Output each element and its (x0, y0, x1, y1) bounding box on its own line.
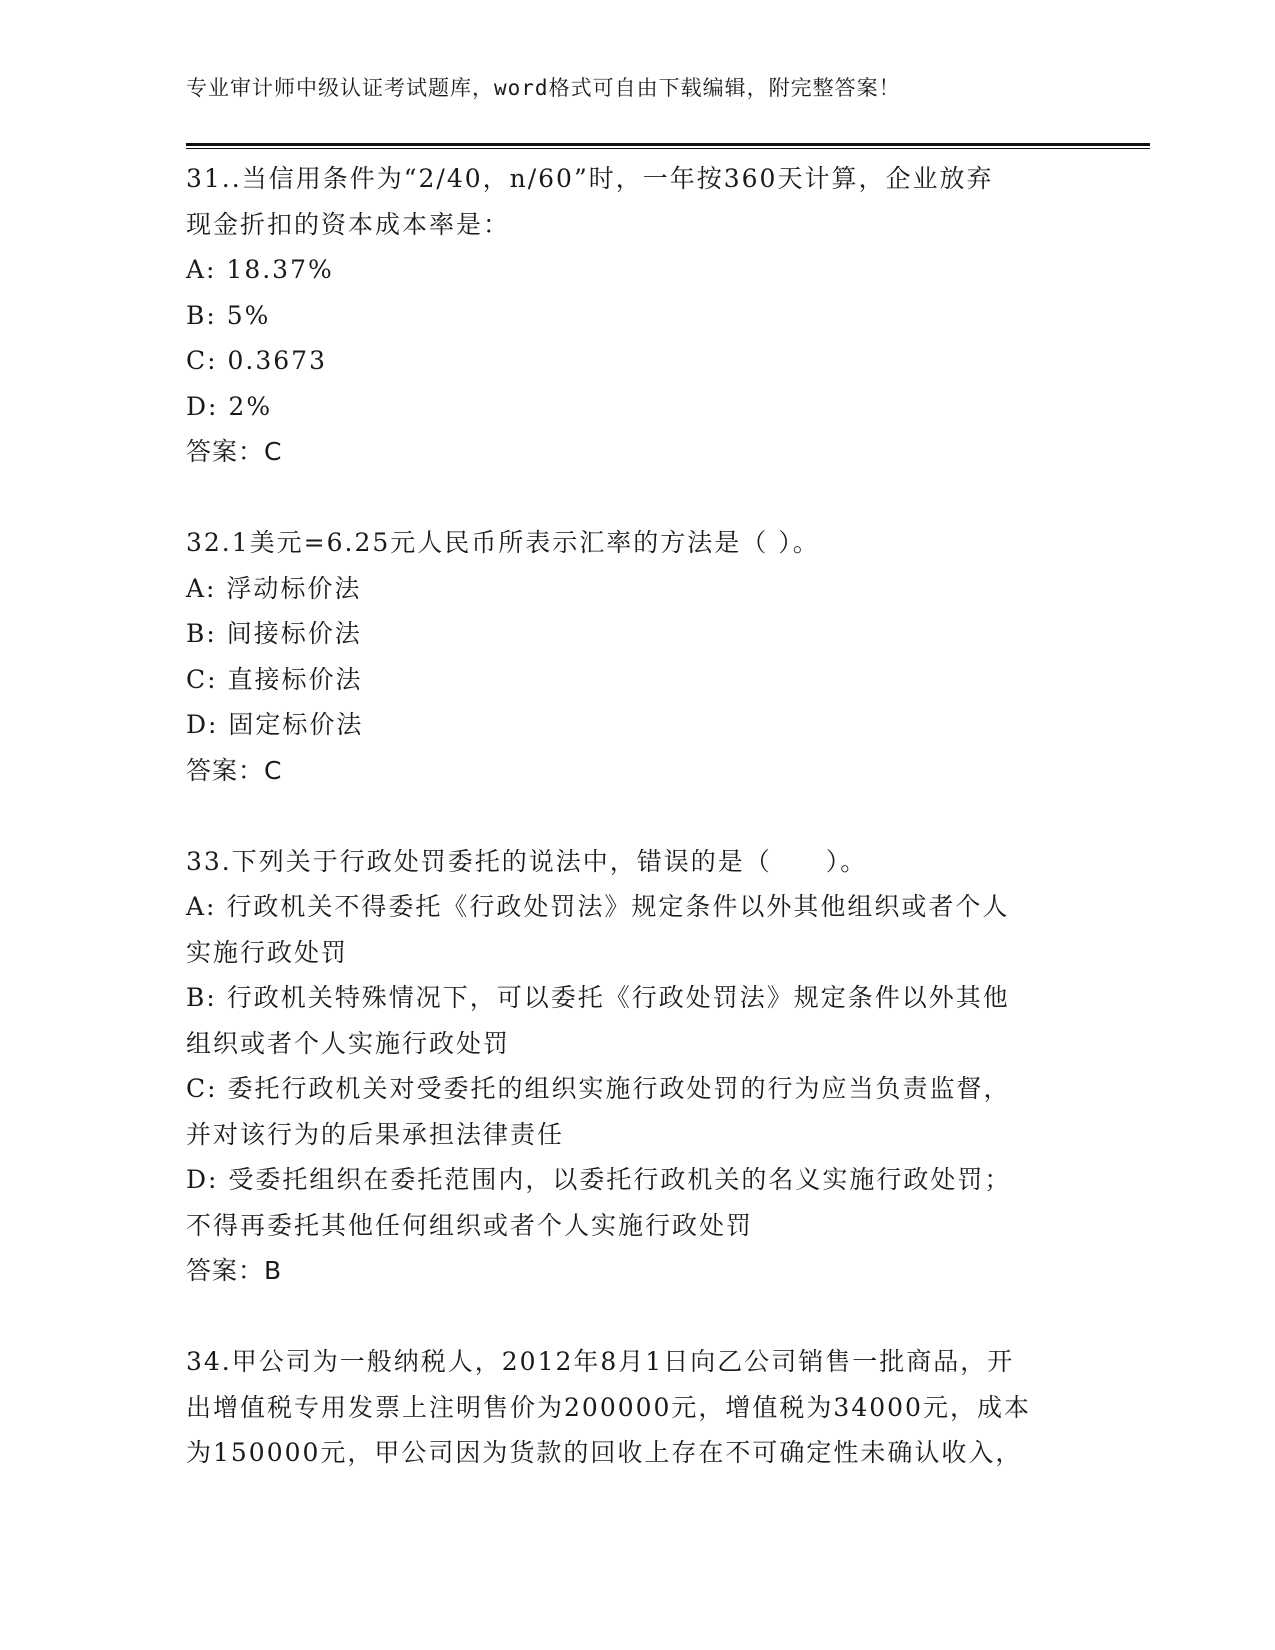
option-a-continued: 实施行政处罚 (186, 937, 349, 967)
question-34 (186, 1339, 1086, 1476)
option-c: C: 直接标价法 (186, 664, 363, 694)
option-a: A: 浮动标价法 (186, 573, 362, 603)
question-stem-line: 32.1美元=6.25元人民币所表示汇率的方法是（ ）。 (186, 528, 820, 557)
answer-label: 答案：B (186, 1256, 283, 1285)
option-c: C: 委托行政机关对受委托的组织实施行政处罚的行为应当负责监督， (186, 1074, 1011, 1103)
option-d: D: 固定标价法 (186, 710, 364, 739)
question-list (186, 156, 1086, 1476)
option-b: B: 间接标价法 (186, 619, 362, 648)
option-b: B: 5% (186, 300, 271, 330)
question-stem-line: 33.下列关于行政处罚委托的说法中，错误的是（ ）。 (186, 846, 868, 876)
option-d-continued: 不得再委托其他任何组织或者个人实施行政处罚 (186, 1210, 754, 1240)
option-d: D: 2% (186, 391, 273, 421)
option-d: D: 受委托组织在委托范围内，以委托行政机关的名义实施行政处罚； (186, 1165, 1012, 1194)
option-c-continued: 并对该行为的后果承担法律责任 (186, 1119, 565, 1149)
option-a: A: 行政机关不得委托《行政处罚法》规定条件以外其他组织或者个人 (186, 892, 1010, 921)
header-divider (186, 143, 1150, 149)
option-a: A: 18.37% (186, 255, 334, 284)
option-c: C: 0.3673 (186, 346, 327, 375)
question-spacer (186, 793, 1086, 839)
question-stem-line: 34.甲公司为一般纳税人，2012年8月1日向乙公司销售一批商品，开 (186, 1347, 1015, 1376)
question-stem-line: 31..当信用条件为“2/40，n/60”时，一年按360天计算，企业放弃 (186, 164, 994, 193)
option-b: B: 行政机关特殊情况下，可以委托《行政处罚法》规定条件以外其他 (186, 983, 1010, 1012)
question-32 (186, 520, 1086, 793)
question-stem-line: 现金折扣的资本成本率是： (186, 209, 511, 239)
page-header: 专业审计师中级认证考试题库，word格式可自由下载编辑，附完整答案！ (186, 76, 901, 100)
question-31 (186, 156, 1086, 475)
question-spacer (186, 475, 1086, 521)
option-b-continued: 组织或者个人实施行政处罚 (186, 1028, 511, 1058)
question-stem-line: 出增值税专用发票上注明售价为200000元，增值税为34000元，成本 (186, 1392, 1031, 1422)
answer-label: 答案：C (186, 437, 283, 466)
question-spacer (186, 1294, 1086, 1340)
answer-label: 答案：C (186, 755, 283, 785)
question-stem-line: 为150000元，甲公司因为货款的回收上存在不可确定性未确认收入， (186, 1438, 1023, 1467)
question-33 (186, 839, 1086, 1294)
